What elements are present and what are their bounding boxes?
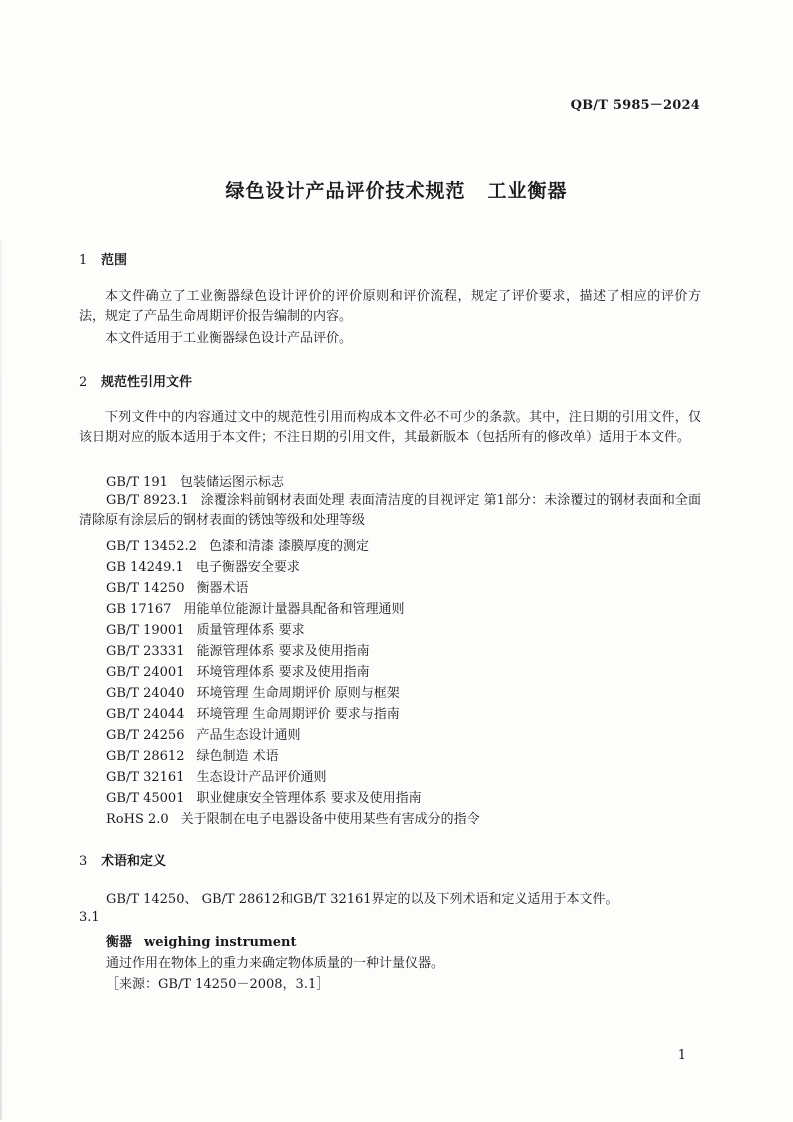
section-3-heading: 3 术语和定义 [79, 854, 167, 869]
term-source: ［来源：GB/T 14250－2008，3.1］ [106, 977, 330, 992]
ref-item: GB/T 191 包装储运图示标志 [106, 475, 284, 490]
ref-item: GB/T 24001 环境管理体系 要求及使用指南 [106, 665, 370, 680]
ref-item-long: GB/T 8923.1 涂覆涂料前钢材表面处理 表面清洁度的目视评定 第1部分：未涂覆过的钢材表面和全面清除原有涂层后的钢材表面的锈蚀等级和处理等级 [79, 493, 701, 528]
standard-number: QB/T 5985－2024 [570, 98, 700, 113]
ref-item: GB 17167 用能单位能源计量器具配备和管理通则 [106, 602, 405, 617]
section-3-intro: GB/T 14250、 GB/T 28612和GB/T 32161界定的以及下列术语和定义适用于本文件。 [106, 892, 619, 907]
ref-item: GB/T 24040 环境管理 生命周期评价 原则与框架 [106, 686, 400, 701]
ref-item: GB/T 23331 能源管理体系 要求及使用指南 [106, 644, 370, 659]
ref-item: GB/T 14250 衡器术语 [106, 581, 249, 596]
document-title [0, 176, 793, 203]
term-definition: 通过作用在物体上的重力来确定物体质量的一种计量仪器。 [106, 956, 445, 971]
section-1-para-1: 本文件确立了工业衡器绿色设计评价的评价原则和评价流程，规定了评价要求，描述了相应的评价方法，规定了产品生命周期评价报告编制的内容。 [79, 289, 701, 324]
ref-item: GB/T 13452.2 色漆和清漆 漆膜厚度的测定 [106, 539, 370, 554]
ref-item: GB/T 32161 生态设计产品评价通则 [106, 770, 327, 785]
scan-edge-shadow [0, 240, 2, 1120]
title-part1: 绿色设计产品评价技术规范 [225, 180, 466, 202]
title-part2: 工业衡器 [487, 180, 568, 202]
term-heading: 衡器 weighing instrument [106, 935, 297, 950]
ref-item: GB/T 24044 环境管理 生命周期评价 要求与指南 [106, 707, 400, 722]
ref-item: GB 14249.1 电子衡器安全要求 [106, 560, 300, 575]
section-1-heading: 1 范围 [79, 253, 128, 268]
ref-item: GB/T 24256 产品生态设计通则 [106, 728, 301, 743]
ref-item: GB/T 45001 职业健康安全管理体系 要求及使用指南 [106, 791, 422, 806]
ref-item: GB/T 19001 质量管理体系 要求 [106, 623, 305, 638]
section-2-heading: 2 规范性引用文件 [79, 375, 193, 390]
ref-item: GB/T 28612 绿色制造 术语 [106, 749, 279, 764]
section-2-intro: 下列文件中的内容通过文中的规范性引用而构成本文件必不可少的条款。其中，注日期的引用文件，仅该日期对应的版本适用于本文件；不注日期的引用文件，其最新版本（包括所有的修改单）适用于本文件。 [79, 410, 701, 445]
term-number: 3.1 [79, 910, 100, 925]
page-number: 1 [677, 1048, 686, 1063]
ref-item: RoHS 2.0 关于限制在电子电器设备中使用某些有害成分的指令 [106, 812, 480, 827]
section-1-para-2: 本文件适用于工业衡器绿色设计产品评价。 [105, 331, 353, 346]
